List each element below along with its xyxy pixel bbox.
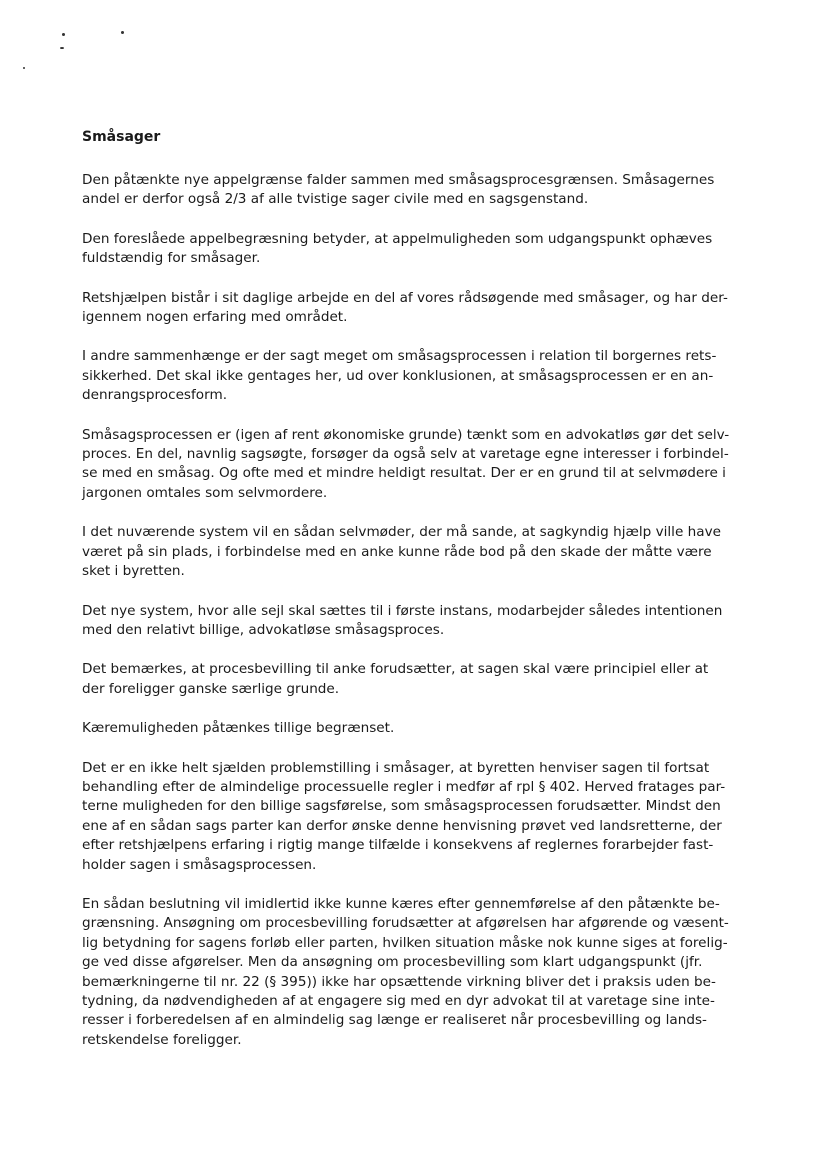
paragraph-line: ene af en sådan sags parter kan derfor ønske denne henvisning prøvet ved landsretterne, der — [82, 817, 722, 834]
paragraph-line: Småsagsprocessen er (igen af rent økonomiske grunde) tænkt som en advokatløs gør det selv- — [82, 426, 730, 443]
paragraph-line: I det nuværende system vil en sådan selvmøder, der må sande, at sagkyndig hjælp ville have — [82, 524, 721, 541]
scan-speck — [62, 33, 65, 36]
paragraph-line: Den påtænkte nye appelgrænse falder sammen med småsagsprocesgrænsen. Småsagernes — [82, 172, 715, 188]
paragraph-line: været på sin plads, i forbindelse med en anke kunne råde bod på den skade der måtte være — [82, 543, 712, 560]
paragraph-line: holder sagen i småsagsprocessen. — [82, 856, 317, 873]
paragraph-line: efter retshjælpens erfaring i rigtig mange tilfælde i konsekvens af reglernes forarbejder fast- — [82, 837, 714, 854]
paragraph-line: bemærkningerne til nr. 22 (§ 395)) ikke har opsættende virkning bliver det i praksis uden be- — [82, 973, 716, 990]
paragraph — [82, 426, 752, 504]
scan-speck — [23, 67, 25, 69]
paragraph — [82, 895, 752, 1050]
paragraph — [82, 759, 752, 875]
document-body — [82, 127, 752, 1070]
paragraph-line: Det er en ikke helt sjælden problemstilling i småsager, at byretten henviser sagen til fortsat — [82, 759, 710, 776]
scan-speck — [121, 31, 124, 34]
paragraph-line: denrangsprocesform. — [82, 387, 228, 404]
paragraph-line: tydning, da nødvendigheden af at engagere sig med en dyr advokat til at varetage sine inte- — [82, 993, 715, 1009]
paragraph — [82, 719, 752, 738]
paragraph-line: proces. En del, navnlig sagsøgte, forsøger da også selv at varetage egne interesser i forbindel- — [82, 446, 729, 463]
paragraph-line: ge ved disse afgørelser. Men da ansøgning om procesbevilling som klart udgangspunkt (jfr. — [82, 954, 703, 971]
paragraph-line: Den foreslåede appelbegræsning betyder, at appelmuligheden som udgangspunkt ophæves — [82, 230, 713, 247]
paragraph-line: I andre sammenhænge er der sagt meget om småsagsprocessen i relation til borgernes rets- — [82, 348, 717, 365]
paragraph-line: Kæremuligheden påtænkes tillige begrænset. — [82, 720, 395, 737]
paragraph-line: fuldstændig for småsager. — [82, 250, 261, 267]
paragraph-line: retskendelse foreligger. — [82, 1031, 242, 1048]
paragraph — [82, 602, 752, 641]
paragraph-line: lig betydning for sagens forløb eller parten, hvilken situation måske nok kunne siges at forelig- — [82, 934, 728, 951]
paragraph-line: terne muligheden for den billige sagsførelse, som småsagsprocessen forudsætter. Mindst den — [82, 798, 721, 815]
paragraph — [82, 660, 752, 699]
paragraph-line: behandling efter de almindelige processuelle regler i medfør af rpl § 402. Herved fratages par- — [82, 778, 726, 795]
paragraph-line: sket i byretten. — [82, 563, 185, 580]
paragraph-line: der foreligger ganske særlige grunde. — [82, 680, 340, 697]
paragraph-line: En sådan beslutning vil imidlertid ikke kunne kæres efter gennemførelse af den påtænkte be- — [82, 895, 720, 912]
paragraph — [82, 171, 752, 210]
paragraph-line: Det nye system, hvor alle sejl skal sættes til i første instans, modarbejder således intentionen — [82, 602, 723, 619]
paragraph — [82, 289, 752, 328]
paragraph-line: se med en småsag. Og ofte med et mindre heldigt resultat. Der er en grund til at selvmødere i — [82, 465, 726, 482]
paragraph-line: med den relativt billige, advokatløse småsagsproces. — [82, 621, 445, 638]
paragraph-line: sikkerhed. Det skal ikke gentages her, ud over konklusionen, at småsagsprocessen er en an- — [82, 367, 714, 384]
paragraph-line: resser i forberedelsen af en almindelig sag længe er realiseret når procesbevilling og lands- — [82, 1012, 707, 1029]
paragraph — [82, 523, 752, 581]
section-heading: Småsager — [82, 129, 161, 145]
paragraph-list — [82, 171, 752, 1050]
paragraph-line: andel er derfor også 2/3 af alle tvistige sager civile med en sagsgenstand. — [82, 191, 589, 208]
paragraph — [82, 347, 752, 405]
paragraph-line: grænsning. Ansøgning om procesbevilling forudsætter at afgørelsen har afgørende og væsent- — [82, 915, 729, 932]
paragraph-line: Det bemærkes, at procesbevilling til anke forudsætter, at sagen skal være principiel eller at — [82, 661, 709, 678]
paragraph-line: jargonen omtales som selvmordere. — [82, 484, 328, 501]
scan-speck — [60, 47, 64, 49]
paragraph-line: igennem nogen erfaring med området. — [82, 309, 348, 326]
paragraph — [82, 230, 752, 269]
paragraph-line: Retshjælpen bistår i sit daglige arbejde en del af vores rådsøgende med småsager, og har der- — [82, 289, 728, 306]
